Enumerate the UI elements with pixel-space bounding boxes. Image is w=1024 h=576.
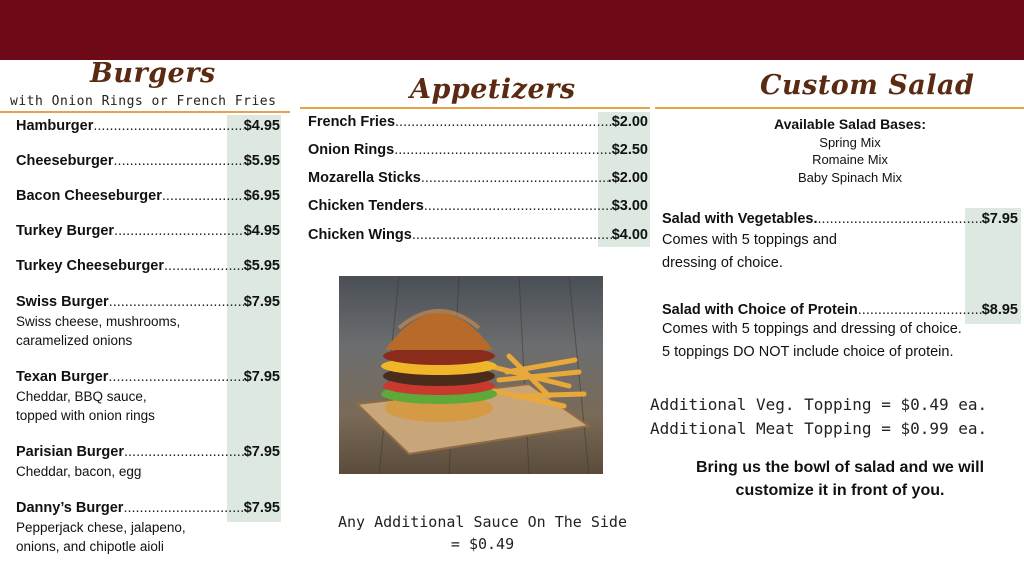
item-price: $7.95 xyxy=(243,444,280,460)
item-name: Chicken Tenders xyxy=(308,198,424,214)
menu-item-salad-protein xyxy=(662,302,1018,364)
item-price: $6.95 xyxy=(243,188,280,204)
item-price: $8.95 xyxy=(981,302,1018,318)
item-description: Cheddar, bacon, egg xyxy=(16,464,142,479)
item-description: Pepperjack chese, jalapeno, onions, and chipotle aioli xyxy=(16,520,186,554)
menu-item-turkey-burger xyxy=(16,223,280,239)
item-name: Turkey Burger xyxy=(16,223,115,239)
menu-item-cheeseburger xyxy=(16,153,280,169)
menu-item-chicken-tenders xyxy=(308,198,648,214)
menu-item-parisian-burger xyxy=(16,444,280,481)
item-price: $2.00 xyxy=(611,114,648,130)
item-name: Cheeseburger xyxy=(16,153,114,169)
item-price: $3.00 xyxy=(611,198,648,214)
salad-heading: Custom Salad xyxy=(760,70,975,101)
item-price: $7.95 xyxy=(981,211,1018,227)
salad-base-option: Spring Mix xyxy=(819,134,881,150)
item-name: Onion Rings xyxy=(308,142,395,158)
item-price: $4.00 xyxy=(611,227,648,243)
meat-topping-price: Additional Meat Topping = $0.99 ea. xyxy=(650,419,988,438)
item-description: Swiss cheese, mushrooms, caramelized onions xyxy=(16,314,181,348)
item-name: Salad with Choice of Protein xyxy=(662,302,858,318)
menu-item-turkey-cheeseburger xyxy=(16,258,280,274)
item-price: $4.95 xyxy=(243,223,280,239)
salad-divider xyxy=(655,107,1024,109)
burger-photo xyxy=(339,276,603,474)
item-name: Parisian Burger xyxy=(16,444,124,460)
menu-item-swiss-burger xyxy=(16,294,280,350)
menu-item-chicken-wings xyxy=(308,227,648,243)
burgers-heading: Burgers xyxy=(90,58,216,89)
burgers-divider xyxy=(0,111,290,113)
item-description: Comes with 5 toppings and dressing of choice. 5 toppings DO NOT include choice of protein. xyxy=(662,321,962,360)
item-price: $5.95 xyxy=(243,153,280,169)
header-band xyxy=(0,0,1024,60)
menu-item-onion-rings xyxy=(308,142,648,158)
appetizers-divider xyxy=(300,107,650,109)
item-name: Mozarella Sticks xyxy=(308,170,421,186)
sauce-note: Any Additional Sauce On The Side = $0.49 xyxy=(338,513,627,553)
item-name: Chicken Wings xyxy=(308,227,412,243)
menu-item-mozarella-sticks xyxy=(308,170,648,186)
menu-item-hamburger xyxy=(16,118,280,134)
item-name: Danny’s Burger xyxy=(16,500,124,516)
topping-prices xyxy=(650,393,987,441)
menu-item-texan-burger xyxy=(16,369,280,425)
menu-item-dannys-burger xyxy=(16,500,280,556)
salad-note: Bring us the bowl of salad and we will customize it in front of you. xyxy=(695,459,985,499)
item-price: $7.95 xyxy=(243,500,280,516)
appetizers-heading: Appetizers xyxy=(410,74,576,105)
item-price: .$2.00 xyxy=(607,170,648,186)
salad-bases-title: Available Salad Bases: xyxy=(773,116,926,132)
salad-bases xyxy=(700,116,1000,186)
item-name: Salad with Vegetables. xyxy=(662,211,818,227)
item-description: Cheddar, BBQ sauce, topped with onion rings xyxy=(16,389,155,423)
burger-illustration xyxy=(339,276,603,474)
item-name: Texan Burger xyxy=(16,369,109,385)
item-description: Comes with 5 toppings and dressing of choice. xyxy=(662,232,837,271)
item-price: $2.50 xyxy=(611,142,648,158)
salad-base-option: Romaine Mix xyxy=(812,152,888,167)
item-name: French Fries xyxy=(308,114,396,130)
veg-topping-price: Additional Veg. Topping = $0.49 ea. xyxy=(650,395,988,414)
item-price: $4.95 xyxy=(243,118,280,134)
menu-item-bacon-cheeseburger xyxy=(16,188,280,204)
item-name: Bacon Cheeseburger xyxy=(16,188,162,204)
menu-item-salad-vegetables xyxy=(662,211,1018,275)
item-price: $5.95 xyxy=(243,258,280,274)
menu-item-french-fries xyxy=(308,114,648,130)
item-price: $7.95 xyxy=(243,369,280,385)
salad-base-option: Baby Spinach Mix xyxy=(797,169,903,185)
item-name: Swiss Burger xyxy=(16,294,109,310)
item-price: $7.95 xyxy=(243,294,280,310)
item-name: Hamburger xyxy=(16,118,94,134)
burgers-subtitle: with Onion Rings or French Fries xyxy=(10,94,277,109)
item-name: Turkey Cheeseburger xyxy=(16,258,165,274)
